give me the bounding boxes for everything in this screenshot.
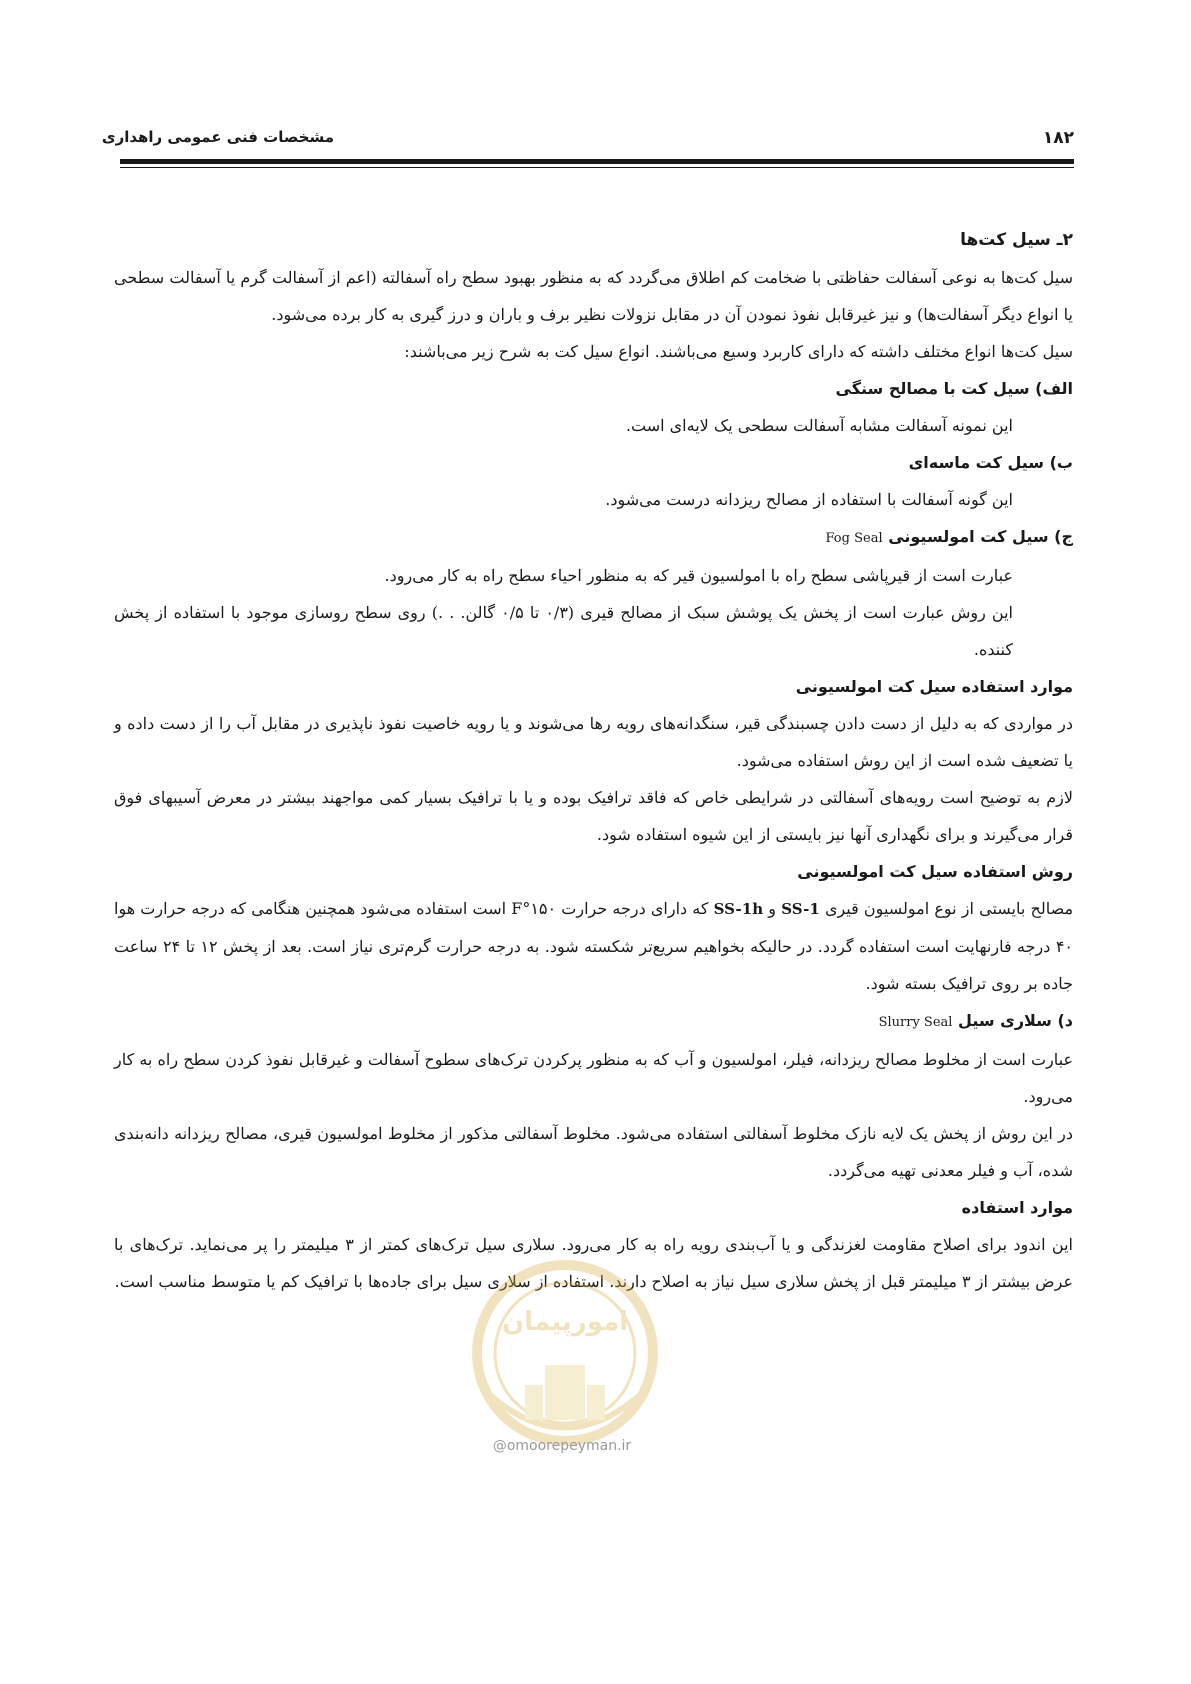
method-post: است استفاده می‌شود همچنین هنگامی که درجه حرارت هوا ۴۰ درجه فارنهایت است استفاده گردد. در حالیکه بخواهیم سریع‌تر شکسته شود. به درجه حرارت گرم‌تری نیاز است. بعد از پخش ۱۲ تا ۲۴ ساعت جاده بر روی ترافیک بسته شود. — [114, 899, 1073, 993]
subsection-d-text-1: عبارت است از مخلوط مصالح ریزدانه، فیلر، امولسیون و آب که به منظور پرکردن ترک‌های سطوح آسفالت و غیرقابل نفوذ کردن سطح راه به کار می‌رود. — [114, 1050, 1073, 1106]
d-uses-text: این اندود برای اصلاح مقاومت لغزندگی و یا آب‌بندی رویه راه به کار می‌رود. سلاری سیل ترک‌های کمتر از ۳ میلیمتر را پر می‌نماید. ترک‌های با عرض بیشتر از ۳ میلیمتر قبل از پخش سلاری سیل نیاز به اصلاح دارند. استفاده از سلاری سیل برای جاده‌ها با ترافیک کم یا متوسط مناسب است. — [114, 1235, 1073, 1291]
intro-paragraph: سیل کت‌ها به نوعی آسفالت حفاظتی با ضخامت کم اطلاق می‌گردد که به منظور بهبود سطح راه آسفالته (اعم از آسفالت گرم یا آسفالت سطحی یا انواع دیگر آسفالت‌ها) و نیز غیرقابل نفوذ نمودن آن در مقابل نزولات نظیر برف و باران و درز گیری به کار برده می‌شود. — [114, 268, 1073, 324]
subsection-c-latin: Fog Seal — [825, 531, 883, 546]
watermark-url: @omoorepeyman.ir — [492, 1438, 632, 1454]
subsection-c-text-2: این روش عبارت است از پخش یک پوشش سبک از مصالح قیری (۰/۳ تا ۰/۵ گالن. . .) روی سطح روسازی موجود با استفاده از پخش کننده. — [114, 603, 1014, 659]
method-mid: که دارای درجه حرارت — [561, 899, 709, 918]
uses-title: موارد استفاده سیل کت امولسیونی — [795, 677, 1073, 696]
method-pre: مصالح بایستی از نوع امولسیون قیری — [824, 899, 1074, 918]
method-paragraph — [114, 890, 1073, 1002]
subsection-d-latin: Slurry Seal — [878, 1015, 953, 1030]
method-temp: ۱۵۰°F — [511, 899, 557, 918]
uses-text-1: در مواردی که به دلیل از دست دادن چسبندگی قیر، سنگدانه‌های رویه رها می‌شوند و یا رویه خاصیت نفوذ ناپذیری در مقابل آب را از دست داده و یا تضعیف شده است از این روش استفاده می‌شود. — [114, 714, 1073, 770]
page-header — [101, 122, 1074, 162]
uses-text-2: لازم به توضیح است رویه‌های آسفالتی در شرایطی خاص که فاقد ترافیک بوده و یا با ترافیک بسیار کمی مواجهند بیشتر در معرض آسیبهای فوق قرار می‌گیرند و برای نگهداری آنها نیز بایستی از این شیوه استفاده شود. — [114, 788, 1073, 844]
subsection-c-title — [114, 518, 1073, 557]
subsection-b-text: این گونه آسفالت با استفاده از مصالح ریزدانه درست می‌شود. — [605, 490, 1013, 509]
subsection-a-text: این نمونه آسفالت مشابه آسفالت سطحی یک لایه‌ای است. — [625, 416, 1013, 435]
subsection-c-text-1: عبارت است از قیرپاشی سطح راه با امولسیون قیر که به منظور احیاء سطح راه به کار می‌رود. — [384, 566, 1013, 585]
header-rule-thick — [120, 159, 1074, 164]
types-intro-paragraph: سیل کت‌ها انواع مختلف داشته که دارای کاربرد وسیع می‌باشند. انواع سیل کت به شرح زیر می‌باشند: — [404, 342, 1073, 361]
subsection-c-title-text: ج) سیل کت امولسیونی — [888, 527, 1073, 546]
subsection-b-title: ب) سیل کت ماسه‌ای — [908, 453, 1073, 472]
header-rule-thin — [120, 167, 1074, 168]
page-number: ۱۸۲ — [1042, 128, 1074, 148]
method-title: روش استفاده سیل کت امولسیونی — [797, 862, 1073, 881]
d-uses-title: موارد استفاده — [961, 1198, 1073, 1217]
method-ss1h: SS-1h — [713, 900, 764, 918]
method-ss1: SS-1 — [781, 900, 820, 918]
running-title: مشخصات فنی عمومی راهداری — [101, 128, 334, 146]
method-and: و — [768, 899, 777, 918]
subsection-d-text-2: در این روش از پخش یک لایه نازک مخلوط آسفالتی استفاده می‌شود. مخلوط آسفالتی مذکور از مخلوط امولسیون قیری، مصالح ریزدانه دانه‌بندی شده، آب و فیلر معدنی تهیه می‌گردد. — [114, 1124, 1074, 1180]
body-text — [114, 222, 1073, 1300]
watermark-logo-text: امورپیمان — [501, 1307, 629, 1337]
subsection-d-title-text: د) سلاری سیل — [958, 1011, 1073, 1030]
subsection-a-title: الف) سیل کت با مصالح سنگی — [835, 379, 1073, 398]
subsection-d-title — [114, 1002, 1073, 1041]
section-title: ۲ـ سیل کت‌ها — [960, 230, 1073, 250]
